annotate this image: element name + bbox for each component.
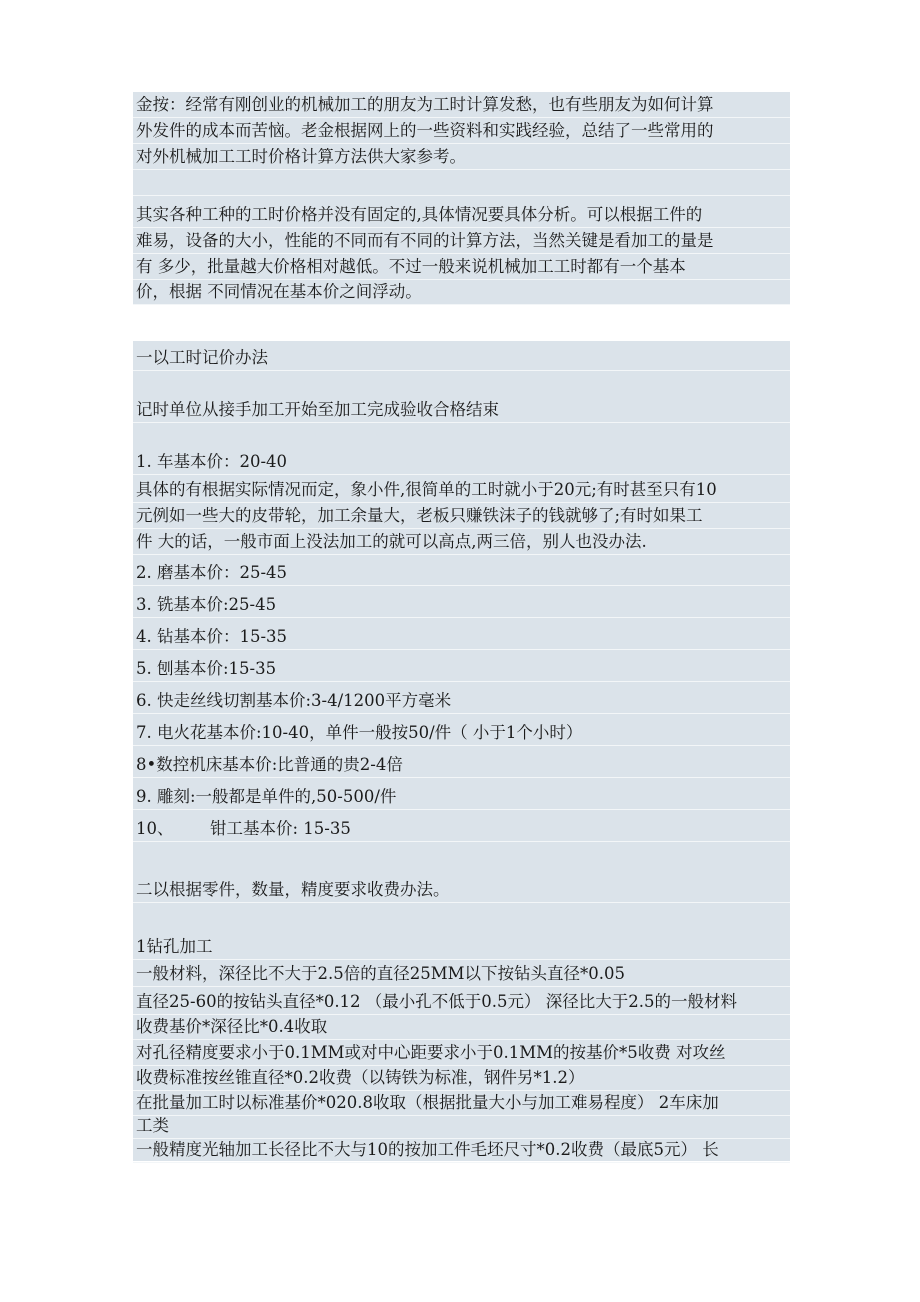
- section2-line: 收费标准按丝锥直径*0.2收费（以铸铁为标准，钢件另*1.2）: [133, 1065, 790, 1091]
- intro-line: 金按：经常有刚创业的机械加工的朋友为工时计算发愁，也有些朋友为如何计算: [133, 92, 790, 118]
- list-item: 元例如一些大的皮带轮，加工余量大，老板只赚铁沫子的钱就够了;有时如果工: [133, 503, 790, 529]
- section2-line: 工类: [133, 1113, 790, 1139]
- list-item: 5. 刨基本价:15-35: [133, 656, 790, 682]
- list-item: 4. 钻基本价：15-35: [133, 624, 790, 650]
- list-item: [133, 816, 790, 842]
- section2-line: 收费基价*深径比*0.4收取: [133, 1014, 790, 1040]
- intro-line: 有 多少，批量越大价格相对越低。不过一般来说机械加工工时都有一个基本: [133, 254, 790, 280]
- item-text: 钳工基本价: 15-35: [210, 819, 351, 838]
- section2-line: 一般精度光轴加工长径比不大与10的按加工件毛坯尺寸*0.2收费（最底5元） 长: [133, 1137, 790, 1163]
- intro-spacer: [133, 170, 790, 196]
- list-item: 3. 铣基本价:25-45: [133, 592, 790, 618]
- list-item: 9. 雕刻:一般都是单件的,50-500/件: [133, 784, 790, 810]
- list-item: 8•数控机床基本价:比普通的贵2-4倍: [133, 752, 790, 778]
- list-item: 1. 车基本价：20-40: [133, 449, 790, 475]
- intro-line: 对外机械加工工时价格计算方法供大家参考。: [133, 144, 790, 170]
- section1-title: 一以工时记价办法: [133, 345, 790, 371]
- section2-line: 一般材料，深径比不大于2.5倍的直径25MM以下按钻头直径*0.05: [133, 961, 790, 987]
- section2-line: 直径25-60的按钻头直径*0.12 （最小孔不低于0.5元） 深径比大于2.5的一般材料: [133, 989, 790, 1015]
- intro-line: 难易，设备的大小，性能的不同而有不同的计算方法，当然关键是看加工的量是: [133, 228, 790, 254]
- intro-line: 其实各种工种的工时价格并没有固定的,具体情况要具体分析。可以根据工件的: [133, 202, 790, 228]
- list-item: 具体的有根据实际情况而定，象小件,很简单的工时就小于20元;有时甚至只有10: [133, 477, 790, 503]
- pricing-block: [133, 341, 790, 1161]
- list-item: 7. 电火花基本价:10-40，单件一般按50/件（ 小于1个小时）: [133, 720, 790, 746]
- list-item: 2. 磨基本价：25-45: [133, 560, 790, 586]
- intro-line: 外发件的成本而苦恼。老金根据网上的一些资料和实践经验，总结了一些常用的: [133, 118, 790, 144]
- section2-title: 二以根据零件，数量，精度要求收费办法。: [133, 877, 790, 903]
- intro-block: [133, 92, 790, 305]
- list-item: 件 大的话，一般市面上没法加工的就可以高点,两三倍，别人也没办法.: [133, 529, 790, 555]
- section2-line: 1钻孔加工: [133, 934, 790, 960]
- list-item: 6. 快走丝线切割基本价:3-4/1200平方毫米: [133, 688, 790, 714]
- section1-subtitle: 记时单位从接手加工开始至加工完成验收合格结束: [133, 397, 790, 423]
- section2-line: 在批量加工时以标准基价*020.8收取（根据批量大小与加工难易程度） 2车床加: [133, 1090, 790, 1116]
- item-number: 10、: [136, 819, 174, 838]
- intro-line: 价，根据 不同情况在基本价之间浮动。: [133, 279, 790, 305]
- section2-line: 对孔径精度要求小于0.1MM或对中心距要求小于0.1MM的按基价*5收费 对攻丝: [133, 1040, 790, 1066]
